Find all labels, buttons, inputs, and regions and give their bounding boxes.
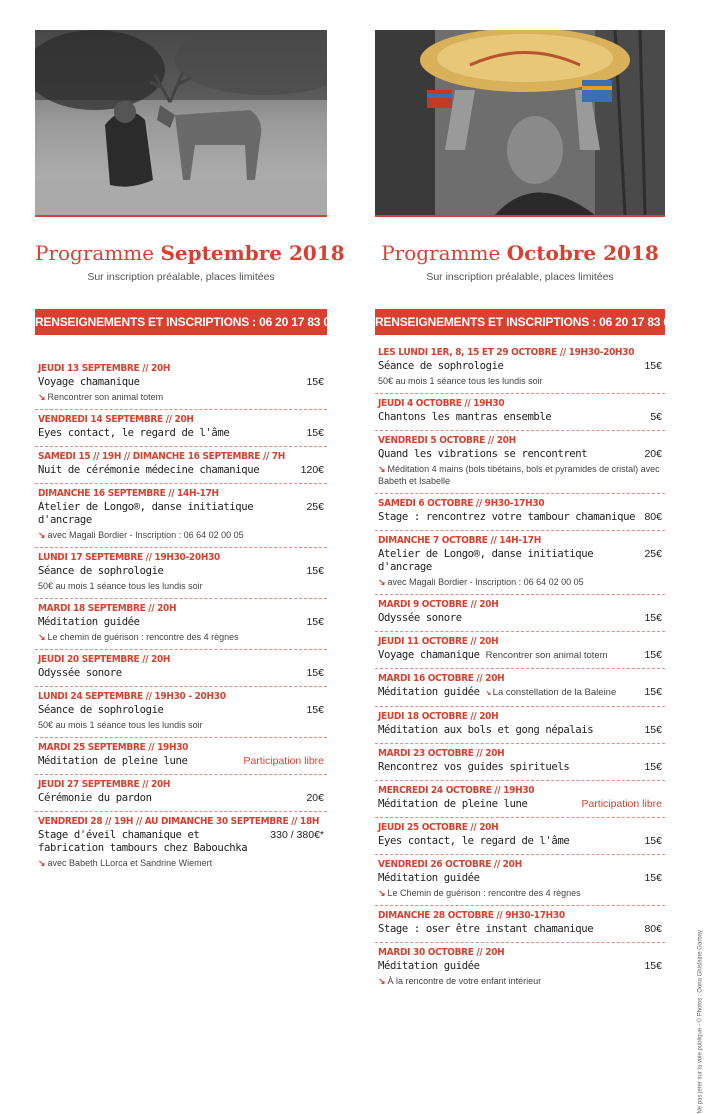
event-note <box>378 375 662 387</box>
event-item <box>375 707 665 744</box>
event-title-wrap <box>378 548 638 574</box>
event-date: MERCREDI 24 OCTOBRE // 19H30 <box>378 785 535 796</box>
event-title: Méditation aux bols et gong népalais <box>378 724 594 736</box>
event-title-wrap <box>378 960 480 973</box>
event-title: Méditation de pleine lune <box>38 755 188 767</box>
event-item <box>375 744 665 781</box>
event-price: 15€ <box>644 835 662 847</box>
event-title: Odyssée sonore <box>378 612 462 624</box>
event-price: 15€ <box>644 686 662 698</box>
event-title: Méditation guidée <box>38 616 140 628</box>
event-note <box>38 857 324 869</box>
event-title: Stage : rencontrez votre tambour chamanique <box>378 511 636 523</box>
event-title: Séance de sophrologie <box>38 565 164 577</box>
event-title-wrap <box>378 649 608 662</box>
event-date: MARDI 16 OCTOBRE // 20H <box>378 673 505 684</box>
arrow-icon: ↘ <box>38 530 46 540</box>
event-title-wrap <box>378 411 551 424</box>
event-date: JEUDI 20 SEPTEMBRE // 20H <box>38 654 171 665</box>
event-title-wrap <box>378 835 569 848</box>
event-price: 20€ <box>306 792 324 804</box>
event-note <box>38 631 324 643</box>
event-price: 80€ <box>644 511 662 523</box>
event-item <box>35 599 327 650</box>
event-date: MARDI 23 OCTOBRE // 20H <box>378 748 505 759</box>
event-row <box>378 649 662 662</box>
event-title: Séance de sophrologie <box>38 704 164 716</box>
event-date: VENDREDI 5 OCTOBRE // 20H <box>378 435 516 446</box>
event-title-wrap <box>38 501 300 527</box>
event-row <box>378 835 662 848</box>
event-price: 120€ <box>300 464 324 476</box>
event-date: VENDREDI 14 SEPTEMBRE // 20H <box>38 414 194 425</box>
event-price: 25€ <box>306 501 324 513</box>
event-item <box>35 359 327 410</box>
event-date: JEUDI 4 OCTOBRE // 19H30 <box>378 398 505 409</box>
event-note <box>378 576 662 588</box>
event-row <box>378 686 662 700</box>
event-row <box>38 376 324 389</box>
event-title-wrap <box>38 829 264 855</box>
event-price: 330 / 380€* <box>270 829 324 841</box>
arrow-icon: ↘ <box>38 858 46 868</box>
event-row <box>38 565 324 578</box>
september-event-list <box>35 359 327 875</box>
event-item <box>35 738 327 775</box>
event-item <box>35 812 327 875</box>
event-date: SAMEDI 15 // 19H // DIMANCHE 16 SEPTEMBRE // 7H <box>38 451 285 462</box>
event-title: Méditation guidée <box>378 686 480 698</box>
event-title-wrap <box>38 376 140 389</box>
event-price: 25€ <box>644 548 662 560</box>
deer-photo <box>35 30 327 217</box>
event-title-wrap <box>38 704 164 717</box>
arrow-icon: ↘ <box>485 688 491 698</box>
event-title: Stage : oser être instant chamanique <box>378 923 594 935</box>
event-note-text: Le chemin de guérison : rencontre des 4 règnes <box>47 632 239 642</box>
event-title: Chantons les mantras ensemble <box>378 411 552 423</box>
event-note-text: À la rencontre de votre enfant intérieur <box>387 976 542 986</box>
event-title-wrap <box>378 360 504 373</box>
event-note <box>38 580 324 592</box>
event-note <box>38 719 324 731</box>
event-title: Atelier de Longo®, danse initiatique d'ancrage <box>38 501 254 526</box>
event-item <box>375 943 665 993</box>
event-inline-note: La constellation de la Baleine <box>492 687 617 698</box>
event-price: 15€ <box>644 872 662 884</box>
event-date: MARDI 30 OCTOBRE // 20H <box>378 947 505 958</box>
event-date: JEUDI 25 OCTOBRE // 20H <box>378 822 499 833</box>
event-note <box>38 391 324 403</box>
event-item <box>375 595 665 632</box>
event-row <box>378 548 662 574</box>
event-row <box>378 360 662 373</box>
event-note-text: avec Babeth LLorca et Sandrine Wiemert <box>47 858 213 868</box>
event-title: Eyes contact, le regard de l'âme <box>38 427 230 439</box>
september-title: Programme Septembre 2018 <box>35 241 345 265</box>
event-row <box>378 872 662 885</box>
event-note-text: Méditation 4 mains (bols tibétains, bols et pyramides de cristal) avec Babeth et Isabelle <box>378 464 660 486</box>
event-row <box>38 704 324 717</box>
arrow-icon: ↘ <box>378 976 386 986</box>
event-title-wrap <box>38 565 164 578</box>
event-date: JEUDI 11 OCTOBRE // 20H <box>378 636 499 647</box>
event-title: Méditation guidée <box>378 872 480 884</box>
event-date: MARDI 9 OCTOBRE // 20H <box>378 599 499 610</box>
event-title: Méditation guidée <box>378 960 480 972</box>
event-title: Séance de sophrologie <box>378 360 504 372</box>
event-item <box>375 343 665 394</box>
event-item <box>375 781 665 818</box>
event-date: JEUDI 13 SEPTEMBRE // 20H <box>38 363 171 374</box>
event-row <box>38 755 324 768</box>
event-price: 15€ <box>644 761 662 773</box>
event-row <box>378 798 662 811</box>
event-price: 80€ <box>644 923 662 935</box>
arrow-icon: ↘ <box>378 888 386 898</box>
event-title-wrap <box>38 616 140 629</box>
event-date: LUNDI 24 SEPTEMBRE // 19H30 - 20H30 <box>38 691 226 702</box>
event-note <box>378 975 662 987</box>
event-title: Voyage chamanique <box>38 376 140 388</box>
event-title: Rencontrez vos guides spirituels <box>378 761 570 773</box>
event-row <box>38 829 324 855</box>
event-item <box>375 855 665 906</box>
event-item <box>35 650 327 687</box>
event-price: 15€ <box>644 649 662 661</box>
event-title-wrap <box>378 798 527 811</box>
event-title-wrap <box>38 427 229 440</box>
event-date: LES LUNDI 1ER, 8, 15 ET 29 OCTOBRE // 19H30-20H30 <box>378 347 635 358</box>
event-item <box>35 548 327 599</box>
event-note-text: 50€ au mois 1 séance tous les lundis soir <box>38 720 203 730</box>
october-column <box>375 0 677 993</box>
event-note <box>38 529 324 541</box>
event-title-wrap <box>378 686 616 700</box>
event-item <box>375 494 665 531</box>
event-title-wrap <box>378 448 587 461</box>
event-note-text: avec Magali Bordier - Inscription : 06 64 02 00 05 <box>47 530 244 540</box>
event-date: SAMEDI 6 OCTOBRE // 9H30-17H30 <box>378 498 545 509</box>
event-title: Voyage chamanique <box>378 649 480 661</box>
event-price: 15€ <box>644 612 662 624</box>
event-date: DIMANCHE 16 SEPTEMBRE // 14H-17H <box>38 488 219 499</box>
event-note-text: 50€ au mois 1 séance tous les lundis soir <box>378 376 543 386</box>
event-title: Eyes contact, le regard de l'âme <box>378 835 570 847</box>
event-price: 15€ <box>306 376 324 388</box>
event-row <box>38 427 324 440</box>
event-price: 20€ <box>644 448 662 460</box>
event-item <box>375 632 665 669</box>
event-price: 15€ <box>306 427 324 439</box>
event-note-text: Rencontrer son animal totem <box>47 392 164 402</box>
event-note <box>378 887 662 899</box>
event-title: Cérémonie du pardon <box>38 792 152 804</box>
event-item <box>35 484 327 548</box>
event-price: 15€ <box>306 667 324 679</box>
event-row <box>378 761 662 774</box>
event-date: MARDI 25 SEPTEMBRE // 19H30 <box>38 742 189 753</box>
event-date: VENDREDI 26 OCTOBRE // 20H <box>378 859 522 870</box>
event-note <box>378 463 662 487</box>
event-title-wrap <box>378 511 635 524</box>
event-row <box>378 511 662 524</box>
event-date: MARDI 18 SEPTEMBRE // 20H <box>38 603 177 614</box>
event-price: 15€ <box>644 960 662 972</box>
arrow-icon: ↘ <box>38 632 46 642</box>
event-row <box>38 501 324 527</box>
event-item <box>35 775 327 812</box>
event-date: LUNDI 17 SEPTEMBRE // 19H30-20H30 <box>38 552 220 563</box>
event-date: JEUDI 18 OCTOBRE // 20H <box>378 711 499 722</box>
event-title-wrap <box>38 667 122 680</box>
event-row <box>38 464 324 477</box>
event-item <box>35 687 327 738</box>
event-row <box>378 612 662 625</box>
event-price: 15€ <box>306 616 324 628</box>
arrow-icon: ↘ <box>378 577 386 587</box>
event-item <box>375 531 665 595</box>
event-title: Méditation de pleine lune <box>378 798 528 810</box>
event-date: DIMANCHE 28 OCTOBRE // 9H30-17H30 <box>378 910 565 921</box>
event-title-wrap <box>378 872 480 885</box>
event-row <box>378 411 662 424</box>
event-note-text: Le Chemin de guérison : rencontre des 4 règnes <box>387 888 581 898</box>
event-item <box>375 669 665 707</box>
event-price: 15€ <box>306 704 324 716</box>
september-subtitle: Sur inscription préalable, places limitées <box>87 271 275 283</box>
event-inline-note: Rencontrer son animal totem <box>485 650 608 661</box>
event-item <box>375 818 665 855</box>
event-title-wrap <box>378 923 593 936</box>
arrow-icon: ↘ <box>38 392 46 402</box>
event-price: 15€ <box>306 565 324 577</box>
event-title: Atelier de Longo®, danse initiatique d'ancrage <box>378 548 594 573</box>
event-price: Participation libre <box>243 755 324 767</box>
event-title: Odyssée sonore <box>38 667 122 679</box>
september-info-banner: RENSEIGNEMENTS ET INSCRIPTIONS : 06 20 17 83 07 <box>35 309 327 335</box>
drum-photo <box>375 30 665 217</box>
event-date: JEUDI 27 SEPTEMBRE // 20H <box>38 779 171 790</box>
event-row <box>378 923 662 936</box>
event-item <box>375 431 665 494</box>
october-subtitle: Sur inscription préalable, places limitées <box>426 271 614 283</box>
event-row <box>38 616 324 629</box>
event-date: DIMANCHE 7 OCTOBRE // 14H-17H <box>378 535 541 546</box>
photo-credit: Ne pas jeter sur la voie publique - © Photos : Oona Ghislaine Garbay <box>698 930 704 1114</box>
event-row <box>38 792 324 805</box>
event-price: 15€ <box>644 724 662 736</box>
october-event-list <box>375 343 665 993</box>
event-item <box>375 906 665 943</box>
september-column <box>35 0 345 875</box>
arrow-icon: ↘ <box>378 464 386 474</box>
event-price: Participation libre <box>581 798 662 810</box>
event-title: Stage d'éveil chamanique et fabrication tambours chez Babouchka <box>38 829 248 854</box>
event-date: VENDREDI 28 // 19H // AU DIMANCHE 30 SEPTEMBRE // 18H <box>38 816 320 827</box>
event-title: Quand les vibrations se rencontrent <box>378 448 588 460</box>
event-note-text: 50€ au mois 1 séance tous les lundis soir <box>38 581 203 591</box>
event-title-wrap <box>38 792 152 805</box>
event-title: Nuit de cérémonie médecine chamanique <box>38 464 260 476</box>
october-title: Programme Octobre 2018 <box>381 241 659 265</box>
event-row <box>378 448 662 461</box>
event-note-text: avec Magali Bordier - Inscription : 06 64 02 00 05 <box>387 577 584 587</box>
event-title-wrap <box>378 761 569 774</box>
event-item <box>35 447 327 484</box>
event-title-wrap <box>38 755 187 768</box>
event-price: 15€ <box>644 360 662 372</box>
event-row <box>378 960 662 973</box>
event-title-wrap <box>378 724 593 737</box>
event-price: 5€ <box>650 411 662 423</box>
event-title-wrap <box>378 612 462 625</box>
event-item <box>35 410 327 447</box>
event-row <box>38 667 324 680</box>
october-info-banner: RENSEIGNEMENTS ET INSCRIPTIONS : 06 20 17 83 07 <box>375 309 665 335</box>
event-item <box>375 394 665 431</box>
event-row <box>378 724 662 737</box>
event-title-wrap <box>38 464 259 477</box>
